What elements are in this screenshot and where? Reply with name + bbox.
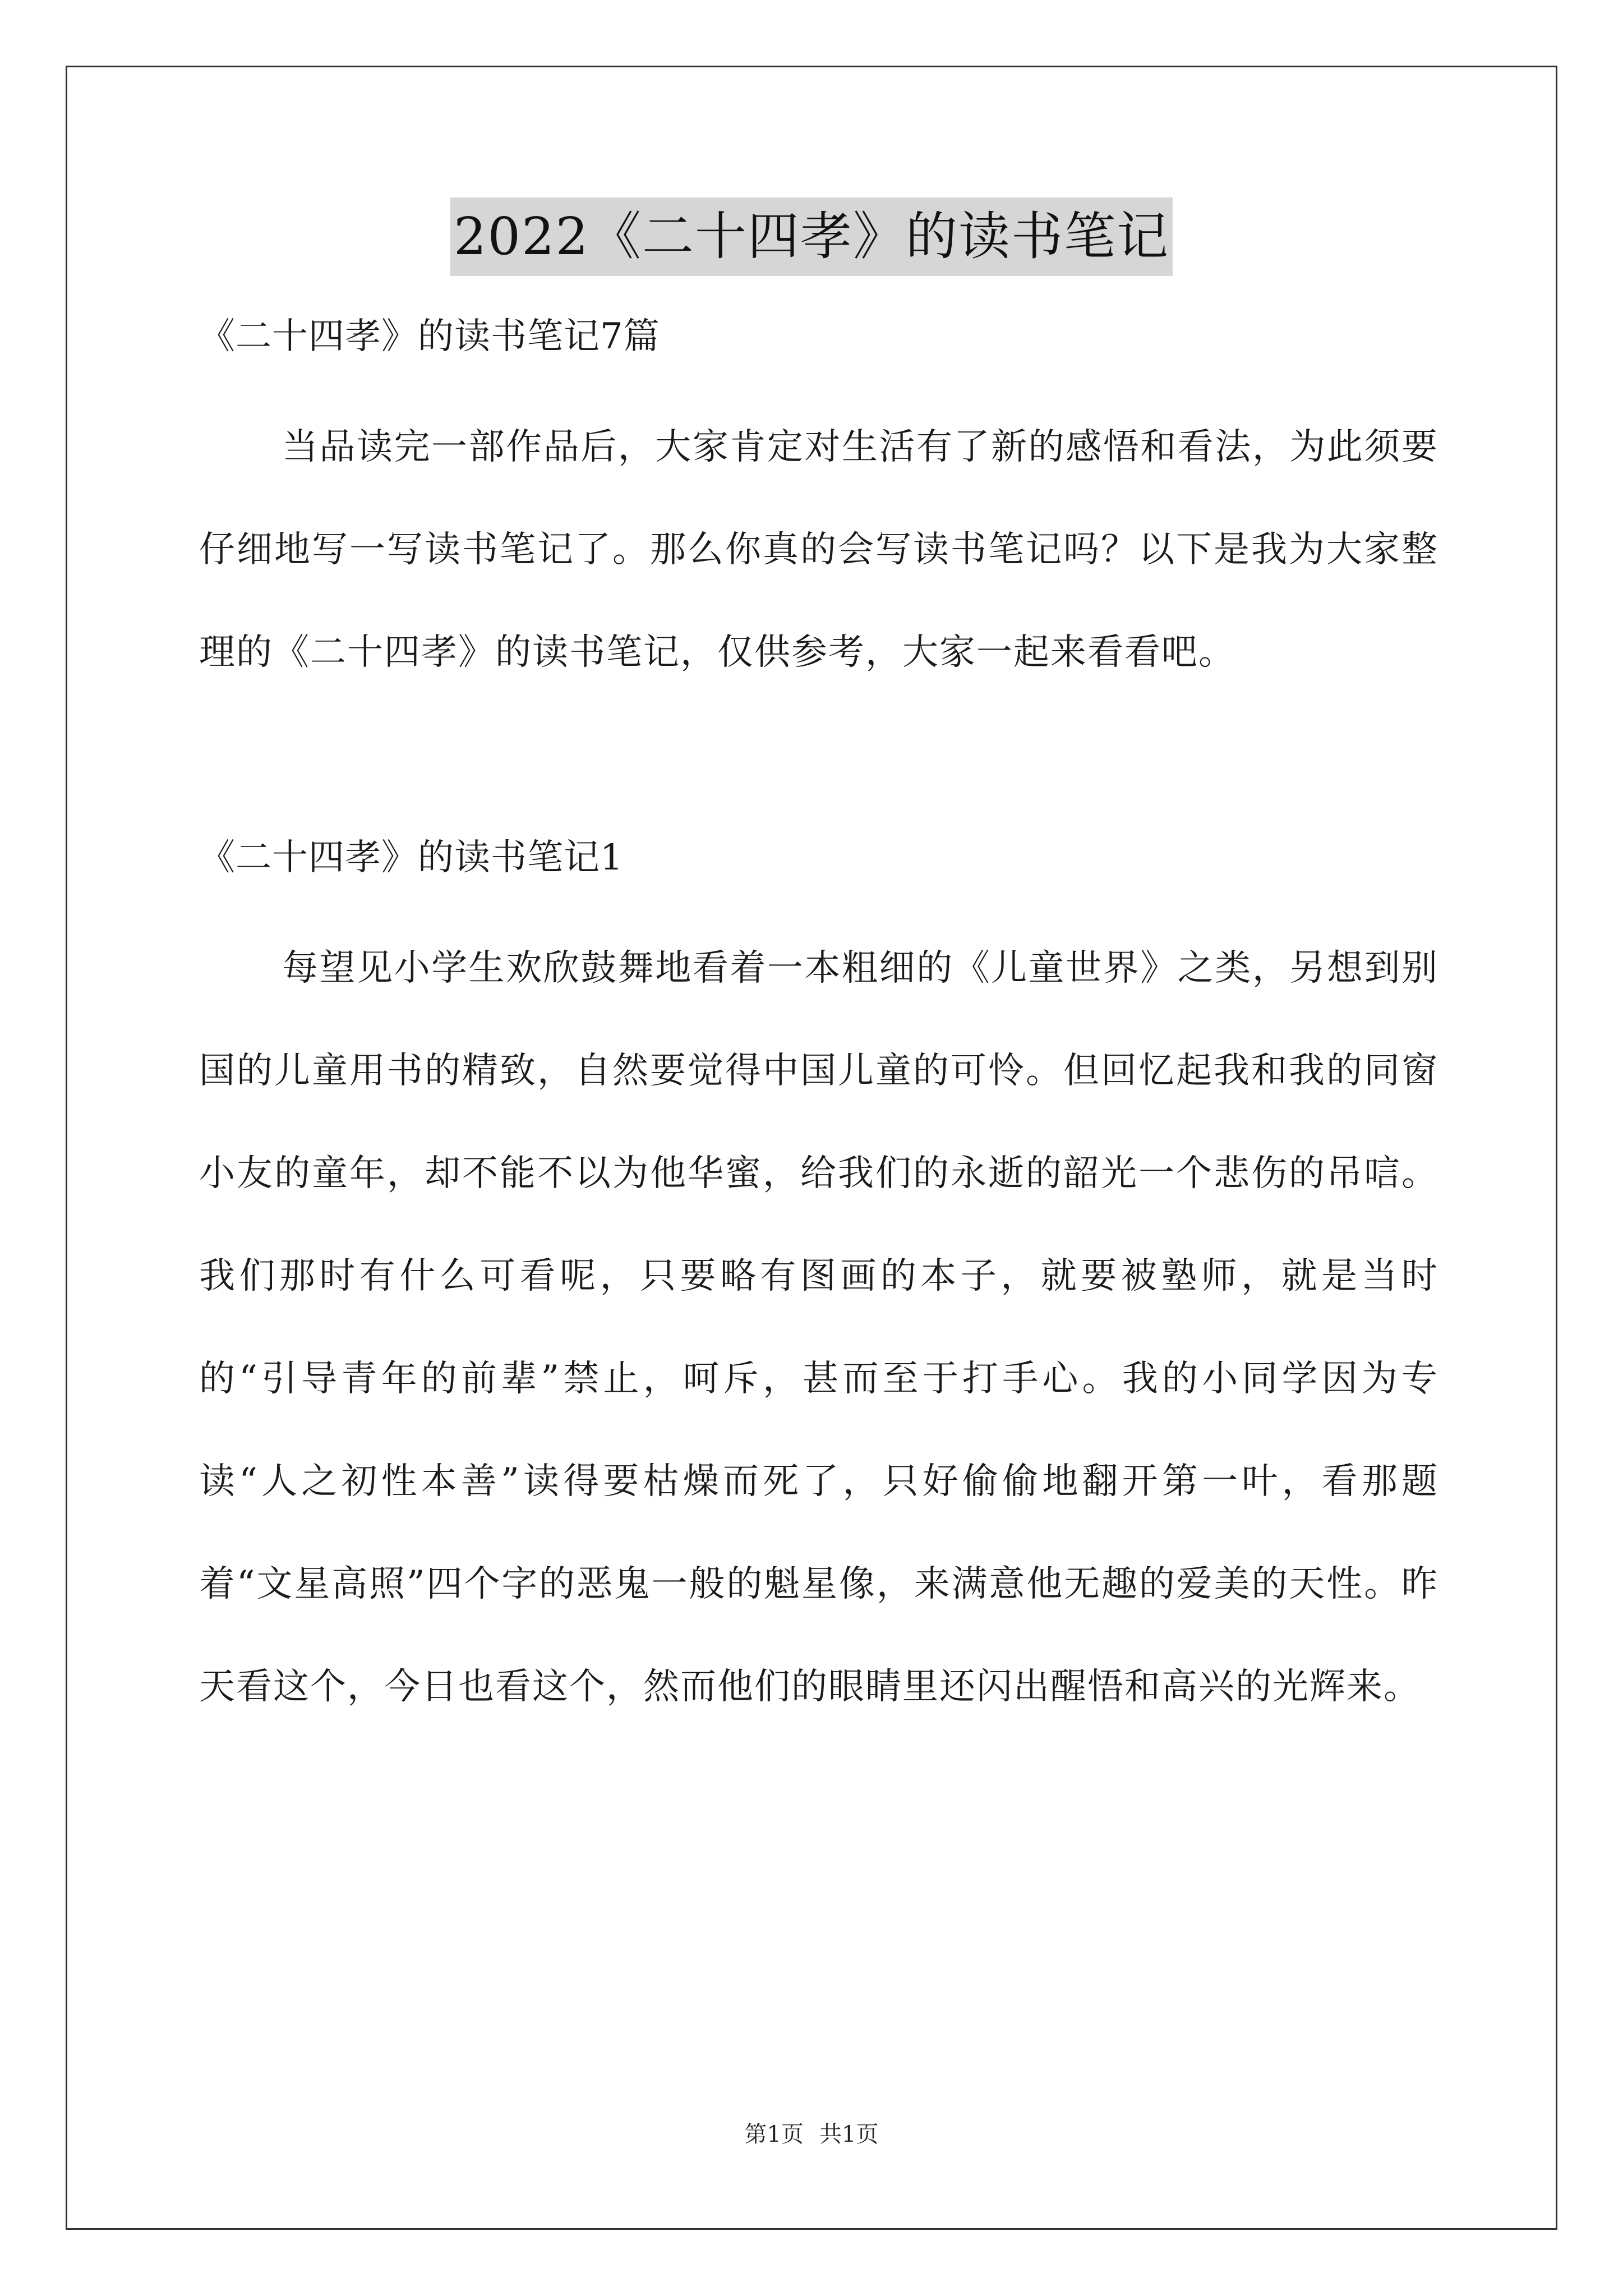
document-body: [199, 303, 1438, 1738]
spacer: [199, 370, 1438, 396]
section-heading: 《二十四孝》的读书笔记1: [199, 837, 624, 878]
title-container: [0, 197, 1623, 276]
page-count: 共1页: [819, 2122, 879, 2147]
intro-heading: 《二十四孝》的读书笔记7篇: [199, 316, 660, 357]
section-paragraph: 每望见小学生欢欣鼓舞地看着一本粗细的《儿童世界》之类，另想到别国的儿童用书的精致，自然要觉得中国儿童的可怜。但回忆起我和我的同窗小友的童年，却不能不以为他华蜜，给我们的永逝的韶光一个悲伤的吊唁。我们那时有什么可看呢，只要略有图画的本子，就要被塾师，就是当时的“引导青年的前辈”禁止，呵斥，甚而至于打手心。我的小同学因为专读“人之初性本善”读得要枯燥而死了，只好偷偷地翻开第一叶，看那题着“文星高照”四个字的恶鬼一般的魁星像，来满意他无趣的爱美的天性。昨天看这个，今日也看这个，然而他们的眼睛里还闪出醒悟和高兴的光辉来。: [199, 947, 1438, 1708]
spacer: [199, 891, 1438, 917]
page-number: 第1页: [744, 2122, 804, 2147]
page-footer: [0, 2118, 1623, 2151]
intro-paragraph: 当品读完一部作品后，大家肯定对生活有了新的感悟和看法，为此须要仔细地写一写读书笔记了。那么你真的会写读书笔记吗？以下是我为大家整理的《二十四孝》的读书笔记，仅供参考，大家一起来看看吧。: [199, 426, 1438, 673]
document-title: 2022《二十四孝》的读书笔记: [450, 197, 1173, 276]
spacer: [199, 704, 1438, 824]
